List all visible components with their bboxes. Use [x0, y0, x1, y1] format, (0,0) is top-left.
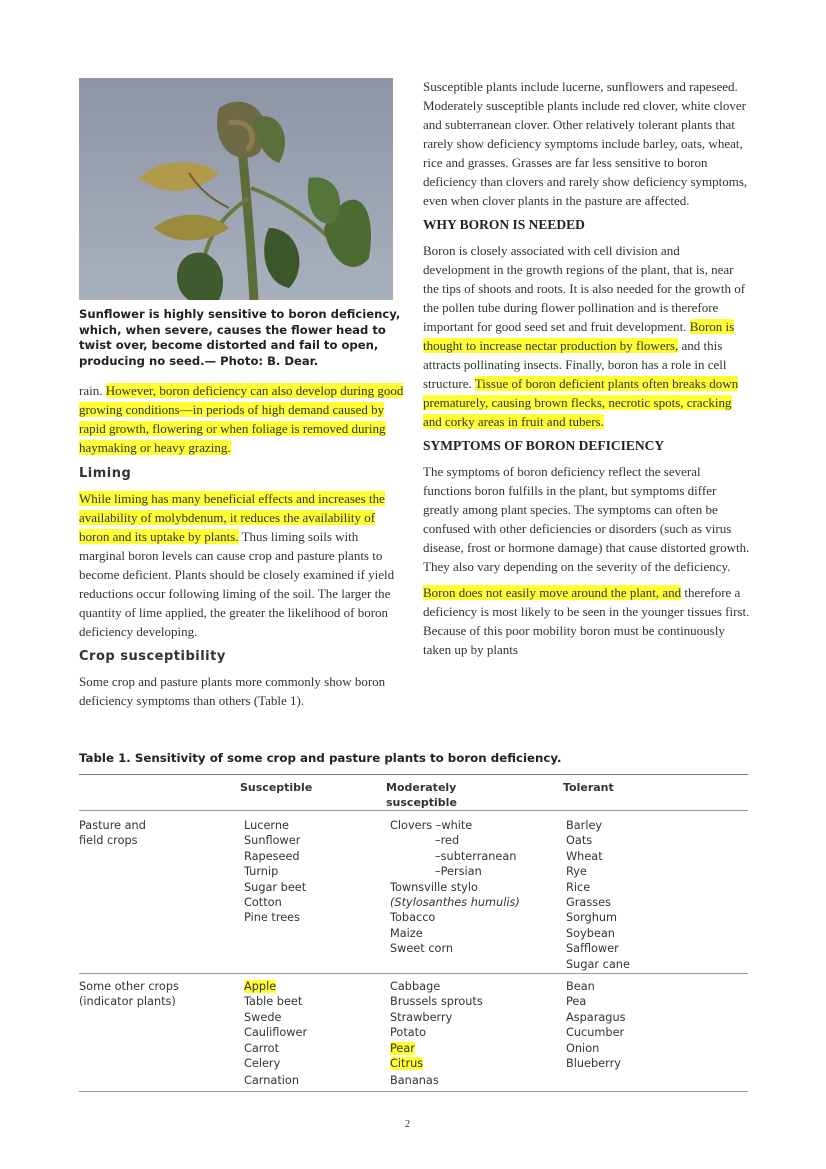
header-line: Moderately [386, 781, 457, 794]
table-cell: Carrot [244, 1041, 279, 1055]
table-top-rule [79, 774, 748, 775]
header-susceptible: Susceptible [240, 781, 313, 794]
why-boron-heading: WHY BORON IS NEEDED [423, 217, 585, 232]
table-cell: Grasses [566, 896, 611, 910]
table-cell: Rapeseed [244, 849, 300, 863]
table-cell: Cabbage [390, 980, 441, 993]
paragraph-why-boron [423, 241, 750, 431]
paragraph-rain [79, 381, 404, 457]
group2-tolerant-list [566, 979, 626, 1071]
table-cell: (Stylosanthes humulis) [390, 896, 520, 910]
table-cell [390, 1056, 483, 1071]
table-cell: Maize [390, 926, 423, 940]
table-cell: Cauliflower [244, 1026, 308, 1040]
group1-susceptible-list [244, 818, 306, 926]
highlighted-text: Citrus [390, 1057, 424, 1071]
table-cell [390, 1041, 483, 1056]
sunflower-photo [79, 78, 393, 300]
table-bottom-rule [79, 1091, 748, 1092]
text-run: therefore a deficiency is most likely to be seen in the younger tissues first. Because of this poor mobility boron must be continuously taken up by plants [423, 585, 750, 657]
group2-susceptible-list [244, 979, 307, 1089]
sunflower-illustration [79, 78, 393, 300]
table-cell: Sunflower [244, 834, 301, 848]
group1-moderate-list [390, 818, 520, 957]
paragraph-susceptible-plants: Susceptible plants include lucerne, sunflowers and rapeseed. Moderately susceptible plants include red clover, white clover and subterranean clover. Other relatively tolerant plants that rarely show deficiency symptoms include barley, oats, wheat, rice and grasses. Grasses are far less sensitive to boron deficiency than clovers and rarely show deficiency symptoms, even when clover plants in the pasture are affected. [423, 79, 748, 208]
table-cell [244, 979, 307, 994]
group-label-line: Pasture and [79, 819, 146, 832]
group-label-line: (indicator plants) [79, 995, 176, 1009]
highlighted-text: Pear [390, 1041, 415, 1055]
table-cell: Brussels sprouts [390, 995, 483, 1009]
table-group-rule [79, 973, 748, 974]
table-cell: Asparagus [566, 1010, 626, 1024]
header-line: susceptible [386, 796, 457, 809]
crop-susceptibility-heading: Crop susceptibility [79, 649, 226, 664]
text-run: Thus liming soils with marginal boron levels can cause crop and pasture plants to become deficient. Plants should be closely examined if yield reductions occur following liming of the soil. The larger the quantity of lime applied, the greater the likelihood of boron deficiency developing. [79, 529, 395, 639]
table-cell: Turnip [244, 865, 279, 879]
table-cell: Barley [566, 819, 603, 832]
table-cell: Cucumber [566, 1026, 625, 1040]
table-cell: Pea [566, 995, 587, 1009]
group-label-other-crops [79, 979, 179, 1010]
paragraph-symptoms: The symptoms of boron deficiency reflect the several functions boron fulfills in the plant, but symptoms differ greatly among plant species. The symptoms can often be confused with other deficiencies or disorders (such as virus disease, frost or hormone damage) that cause distorted growth. They also vary depending on the severity of the deficiency. [423, 464, 750, 574]
table-header-rule [79, 810, 748, 811]
table-cell: Strawberry [390, 1010, 453, 1024]
left-column [79, 381, 404, 710]
table-cell: Townsville stylo [390, 880, 478, 894]
group-label-line: field crops [79, 834, 138, 848]
text-run: rain. [79, 383, 106, 398]
group2-moderate-list [390, 979, 483, 1089]
table-cell: Clovers –white [390, 819, 473, 832]
highlighted-text: However, boron deficiency can also develop during good growing conditions—in periods of high demand caused by rapid growth, flowering or when foliage is removed during haymaking or heavy grazing. [79, 383, 404, 455]
table-cell: Bean [566, 980, 595, 993]
group1-tolerant-list [566, 818, 630, 972]
highlighted-text: Apple [244, 980, 277, 993]
table-cell: Potato [390, 1026, 427, 1040]
header-moderately-susceptible [386, 780, 457, 810]
text-run: and this attracts pollinating insects. Finally, boron has a role in cell structure. [423, 338, 727, 391]
table-cell: Sweet corn [390, 942, 454, 956]
table-cell: Pine trees [244, 911, 301, 925]
highlighted-text: Boron does not easily move around the plant, and [423, 585, 682, 600]
right-column [423, 77, 750, 659]
table-cell: Cotton [244, 896, 282, 910]
table-cell: Wheat [566, 849, 603, 863]
table-cell: Rye [566, 865, 587, 879]
text-run: Boron is closely associated with cell division and development in the growth regions of the plant, that is, near the tips of shoots and roots. It is also needed for the growth of the pollen tube during flower pollination and is therefore important for good seed set and fruit development. [423, 243, 746, 334]
paragraph-liming [79, 489, 404, 641]
paragraph-mobility [423, 583, 750, 659]
symptoms-heading: SYMPTOMS OF BORON DEFICIENCY [423, 438, 665, 453]
table-cell: Oats [566, 834, 593, 848]
table-cell: Blueberry [566, 1057, 621, 1071]
group-label-pasture [79, 818, 146, 849]
table-cell: –Persian [435, 865, 482, 879]
table-cell: –red [435, 834, 460, 848]
highlighted-text: While liming has many beneficial effects and increases the availability of molybdenum, it reduces the availability of boron and its uptake by plants. [79, 491, 385, 544]
highlighted-text: Boron is thought to increase nectar production by flowers, [423, 319, 735, 353]
highlighted-text: Tissue of boron deficient plants often breaks down prematurely, causing brown flecks, necrotic spots, cracking and corky areas in fruit and tubers. [423, 376, 739, 429]
table-cell: Table beet [244, 995, 303, 1009]
table-cell: Carnation [244, 1074, 299, 1088]
table-cell: Sugar cane [566, 957, 630, 971]
page-number: 2 [405, 1119, 410, 1130]
header-tolerant: Tolerant [563, 781, 614, 794]
paragraph-crop-susceptibility: Some crop and pasture plants more commonly show boron deficiency symptoms than others (Table 1). [79, 674, 386, 708]
liming-heading: Liming [79, 466, 132, 481]
table-cell: Safflower [566, 942, 619, 956]
table-cell: Lucerne [244, 819, 289, 832]
table-title: Table 1. Sensitivity of some crop and pasture plants to boron deficiency. [79, 751, 562, 765]
table-cell: Swede [244, 1010, 282, 1024]
table-cell: Soybean [566, 926, 615, 940]
table-cell: Sugar beet [244, 880, 307, 894]
table-cell: Tobacco [390, 911, 436, 925]
group-label-line: Some other crops [79, 980, 179, 993]
photo-caption: Sunflower is highly sensitive to boron deficiency, which, when severe, causes the flower head to twist over, become distorted and fail to open, producing no seed.— Photo: B. Dear. [79, 307, 401, 368]
table-cell: Rice [566, 880, 591, 894]
table-cell: Onion [566, 1041, 600, 1055]
table-cell: Sorghum [566, 911, 618, 925]
table-cell: Bananas [390, 1074, 439, 1088]
table-cell: –subterranean [435, 849, 517, 863]
table-cell: Celery [244, 1057, 281, 1071]
